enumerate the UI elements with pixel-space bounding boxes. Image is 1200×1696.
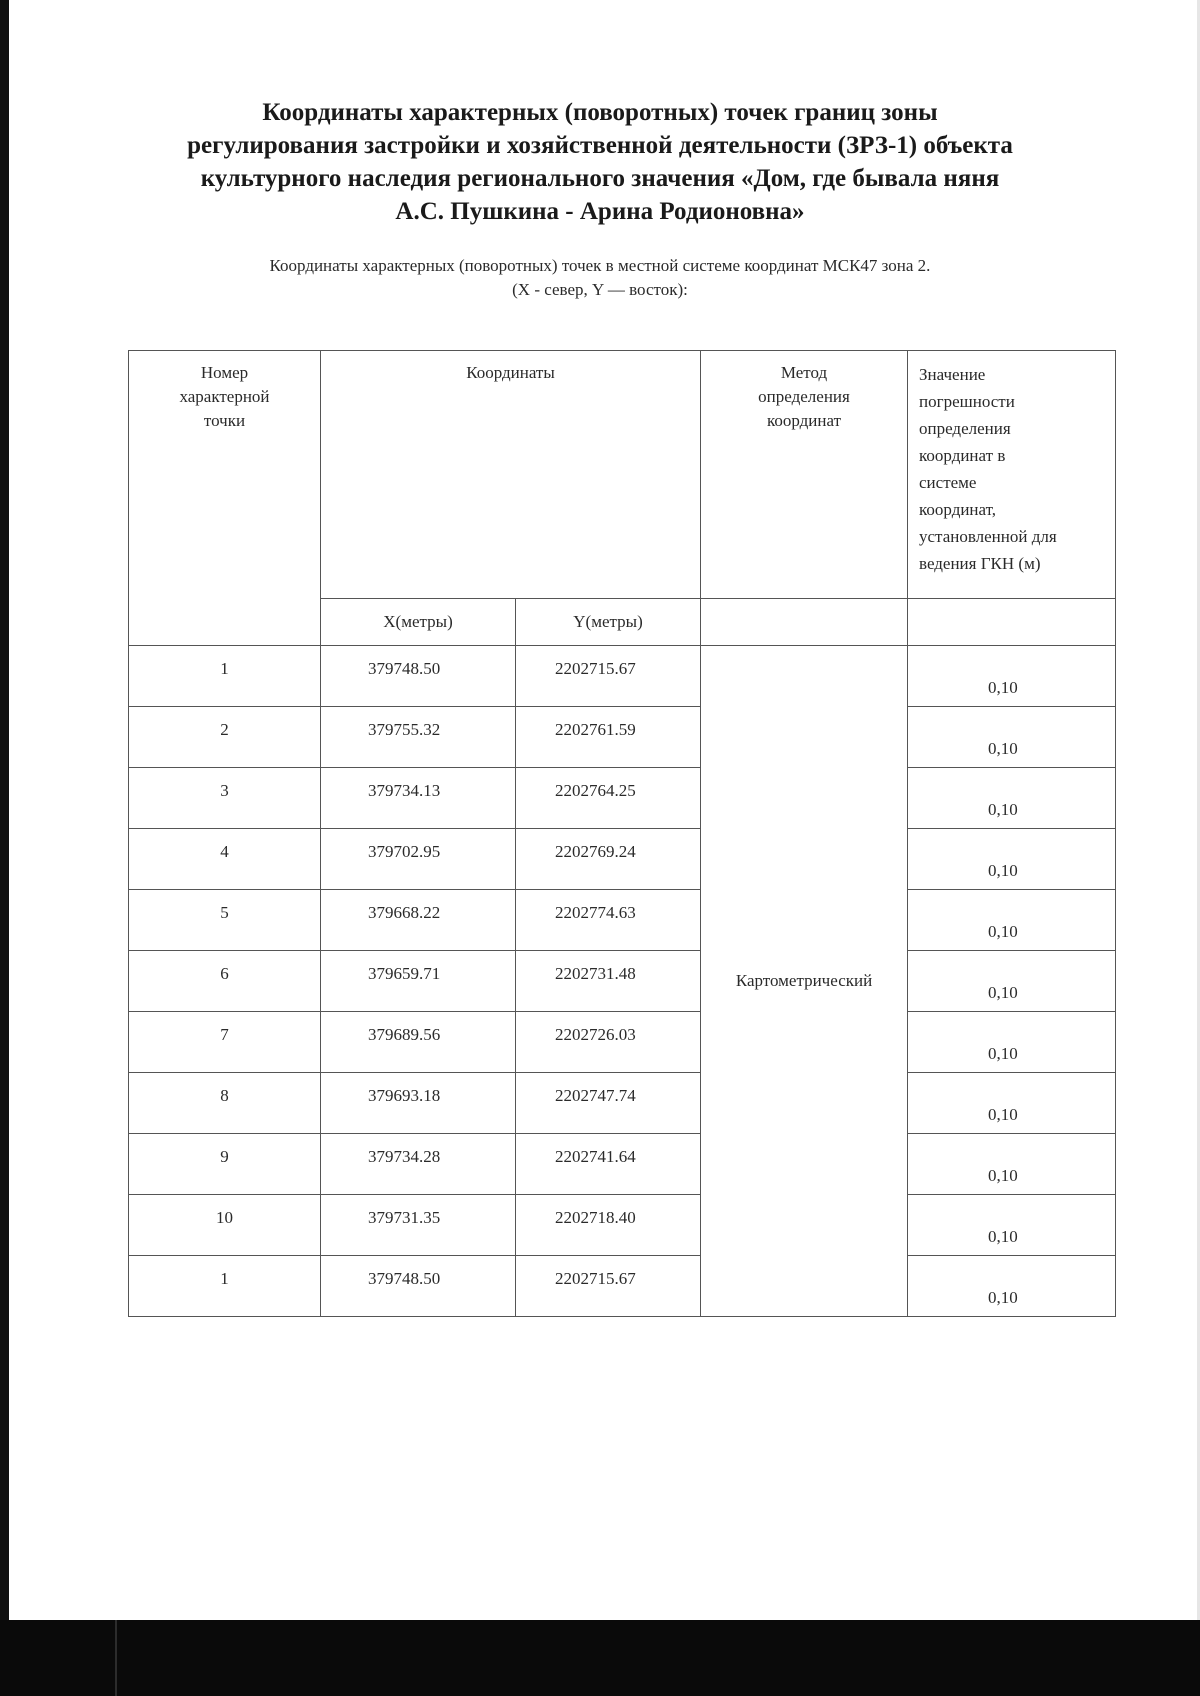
cell-error: 0,10 [908,707,1116,768]
header-error-line: системе [919,473,977,492]
cell-point-number: 1 [129,1256,321,1317]
scan-left-edge [0,0,9,1696]
cell-point-number: 9 [129,1134,321,1195]
cell-error: 0,10 [908,1073,1116,1134]
cell-point-number: 5 [129,890,321,951]
cell-y: 2202718.40 [516,1195,701,1256]
cell-x: 379748.50 [321,646,516,707]
header-y: Y(метры) [516,599,701,646]
cell-point-number: 3 [129,768,321,829]
header-error-blank [908,599,1116,646]
coordinates-table [128,350,1116,1317]
header-error-line: погрешности [919,392,1015,411]
document-subtitle [120,254,1080,302]
table-row [129,829,1116,890]
cell-point-number: 8 [129,1073,321,1134]
cell-y: 2202764.25 [516,768,701,829]
header-coordinates: Координаты [321,351,701,599]
cell-x: 379702.95 [321,829,516,890]
table-row [129,1012,1116,1073]
title-line: регулирования застройки и хозяйственной деятельности (ЗРЗ-1) объекта [187,132,1013,159]
cell-error: 0,10 [908,1012,1116,1073]
cell-x: 379689.56 [321,1012,516,1073]
cell-error: 0,10 [908,1195,1116,1256]
header-method [701,351,908,599]
header-error-line: определения [919,419,1011,438]
cell-error: 0,10 [908,1256,1116,1317]
cell-method: Картометрический [701,646,908,1317]
cell-error: 0,10 [908,890,1116,951]
cell-x: 379731.35 [321,1195,516,1256]
scan-bottom-band [0,1620,1200,1696]
table-row [129,951,1116,1012]
header-error-line: Значение [919,365,986,384]
header-error-line: ведения ГКН (м) [919,554,1041,573]
header-error-line: координат, [919,500,997,519]
header-error-line: координат в [919,446,1006,465]
cell-y: 2202715.67 [516,1256,701,1317]
table-row [129,1195,1116,1256]
cell-x: 379734.13 [321,768,516,829]
table-row [129,707,1116,768]
table-row [129,890,1116,951]
cell-x: 379668.22 [321,890,516,951]
header-x: X(метры) [321,599,516,646]
header-point-number [129,351,321,646]
header-error [908,351,1116,599]
cell-error: 0,10 [908,829,1116,890]
cell-point-number: 10 [129,1195,321,1256]
cell-point-number: 2 [129,707,321,768]
cell-y: 2202715.67 [516,646,701,707]
cell-y: 2202761.59 [516,707,701,768]
document-title [120,96,1080,228]
scan-band-divider [115,1620,117,1696]
cell-y: 2202774.63 [516,890,701,951]
cell-x: 379755.32 [321,707,516,768]
cell-error: 0,10 [908,646,1116,707]
header-method-line: определения [758,387,850,406]
cell-x: 379693.18 [321,1073,516,1134]
title-line: А.С. Пушкина - Арина Родионовна» [395,198,805,225]
header-point-number-line: Номер [200,363,249,382]
table-row [129,1256,1116,1317]
cell-y: 2202747.74 [516,1073,701,1134]
table-row [129,1073,1116,1134]
cell-x: 379748.50 [321,1256,516,1317]
cell-error: 0,10 [908,951,1116,1012]
table-row [129,768,1116,829]
header-point-number-line: характерной [179,387,270,406]
title-line: Координаты характерных (поворотных) точек границ зоны [262,99,938,126]
title-line: культурного наследия регионального значения «Дом, где бывала няня [200,165,1000,192]
table-header-row [129,351,1116,599]
table-row [129,1134,1116,1195]
cell-y: 2202726.03 [516,1012,701,1073]
header-error-line: установленной для [919,527,1057,546]
header-method-line: Метод [780,363,828,382]
cell-point-number: 1 [129,646,321,707]
cell-x: 379659.71 [321,951,516,1012]
cell-point-number: 7 [129,1012,321,1073]
subtitle-line: Координаты характерных (поворотных) точек в местной системе координат МСК47 зона 2. [269,256,931,275]
header-method-blank [701,599,908,646]
cell-y: 2202731.48 [516,951,701,1012]
cell-point-number: 4 [129,829,321,890]
cell-y: 2202769.24 [516,829,701,890]
cell-point-number: 6 [129,951,321,1012]
cell-x: 379734.28 [321,1134,516,1195]
table-row [129,646,1116,707]
cell-error: 0,10 [908,768,1116,829]
cell-error: 0,10 [908,1134,1116,1195]
header-point-number-line: точки [203,411,246,430]
header-method-line: координат [766,411,842,430]
cell-y: 2202741.64 [516,1134,701,1195]
subtitle-line: (X - север, Y — восток): [512,280,688,299]
